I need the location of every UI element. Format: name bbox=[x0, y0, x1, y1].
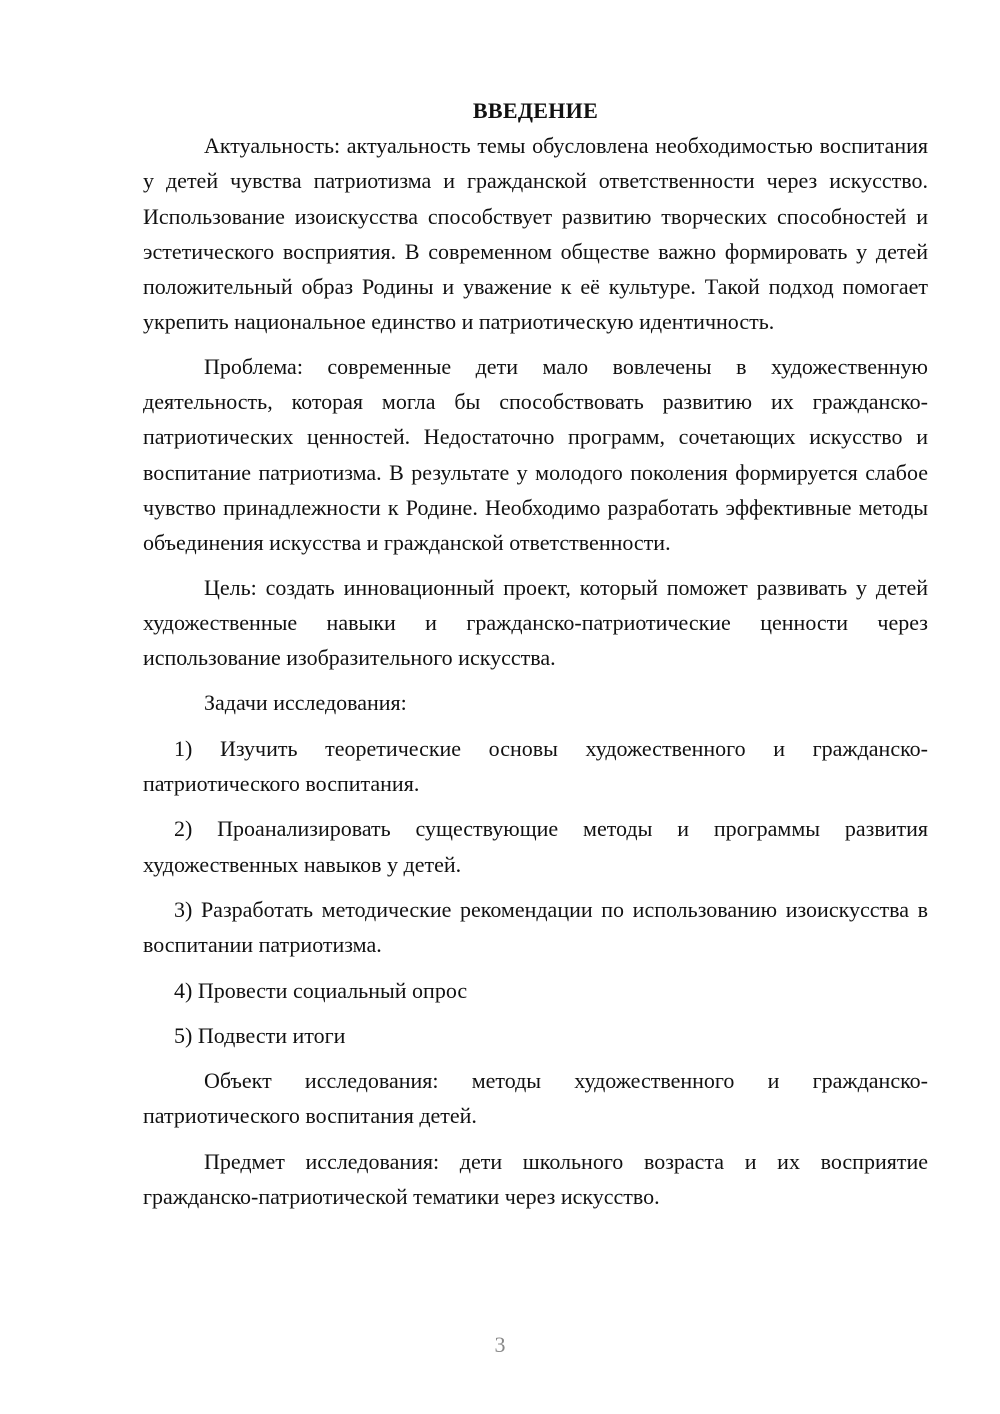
task-item-2: 2) Проанализировать существующие методы и программы развития художественных навыков у детей. bbox=[143, 816, 928, 877]
paragraph-problem: Проблема: современные дети мало вовлечены в художественную деятельность, которая могла бы способствовать развитию их гражданско-патриотических ценностей. Недостаточно программ, сочетающих искусство и воспитание патриотизма. В результате у молодого поколения формируется слабое чувство принадлежности к Родине. Необходимо разработать эффективные методы объединения искусства и гражданской ответственности. bbox=[143, 353, 928, 556]
paragraph-object: Объект исследования: методы художественного и гражданско-патриотического воспитания детей. bbox=[143, 1068, 928, 1129]
task-item-4: 4) Провести социальный опрос bbox=[174, 977, 468, 1003]
page-content bbox=[143, 93, 928, 1214]
task-item-1: 1) Изучить теоретические основы художественного и гражданско-патриотического воспитания. bbox=[143, 735, 928, 797]
section-title: ВВЕДЕНИЕ bbox=[472, 98, 599, 123]
task-item-5: 5) Подвести итоги bbox=[174, 1022, 346, 1048]
tasks-heading: Задачи исследования: bbox=[204, 690, 407, 716]
paragraph-goal: Цель: создать инновационный проект, который поможет развивать у детей художественные навыки и гражданско-патриотические ценности через использование изобразительного искусства. bbox=[143, 574, 928, 671]
page-number: 3 bbox=[494, 1332, 506, 1357]
task-item-3: 3) Разработать методические рекомендации по использованию изоискусства в воспитании патриотизма. bbox=[143, 896, 928, 958]
paragraph-subject: Предмет исследования: дети школьного возраста и их восприятие гражданско-патриотической тематики через искусство. bbox=[143, 1148, 928, 1210]
paragraph-relevance: Актуальность: актуальность темы обусловлена необходимостью воспитания у детей чувства патриотизма и гражданской ответственности через искусство. Использование изоискусства способствует развитию творческих способностей и эстетического восприятия. В современном обществе важно формировать у детей положительный образ Родины и уважение к её культуре. Такой подход помогает укрепить национальное единство и патриотическую идентичность. bbox=[143, 133, 928, 335]
